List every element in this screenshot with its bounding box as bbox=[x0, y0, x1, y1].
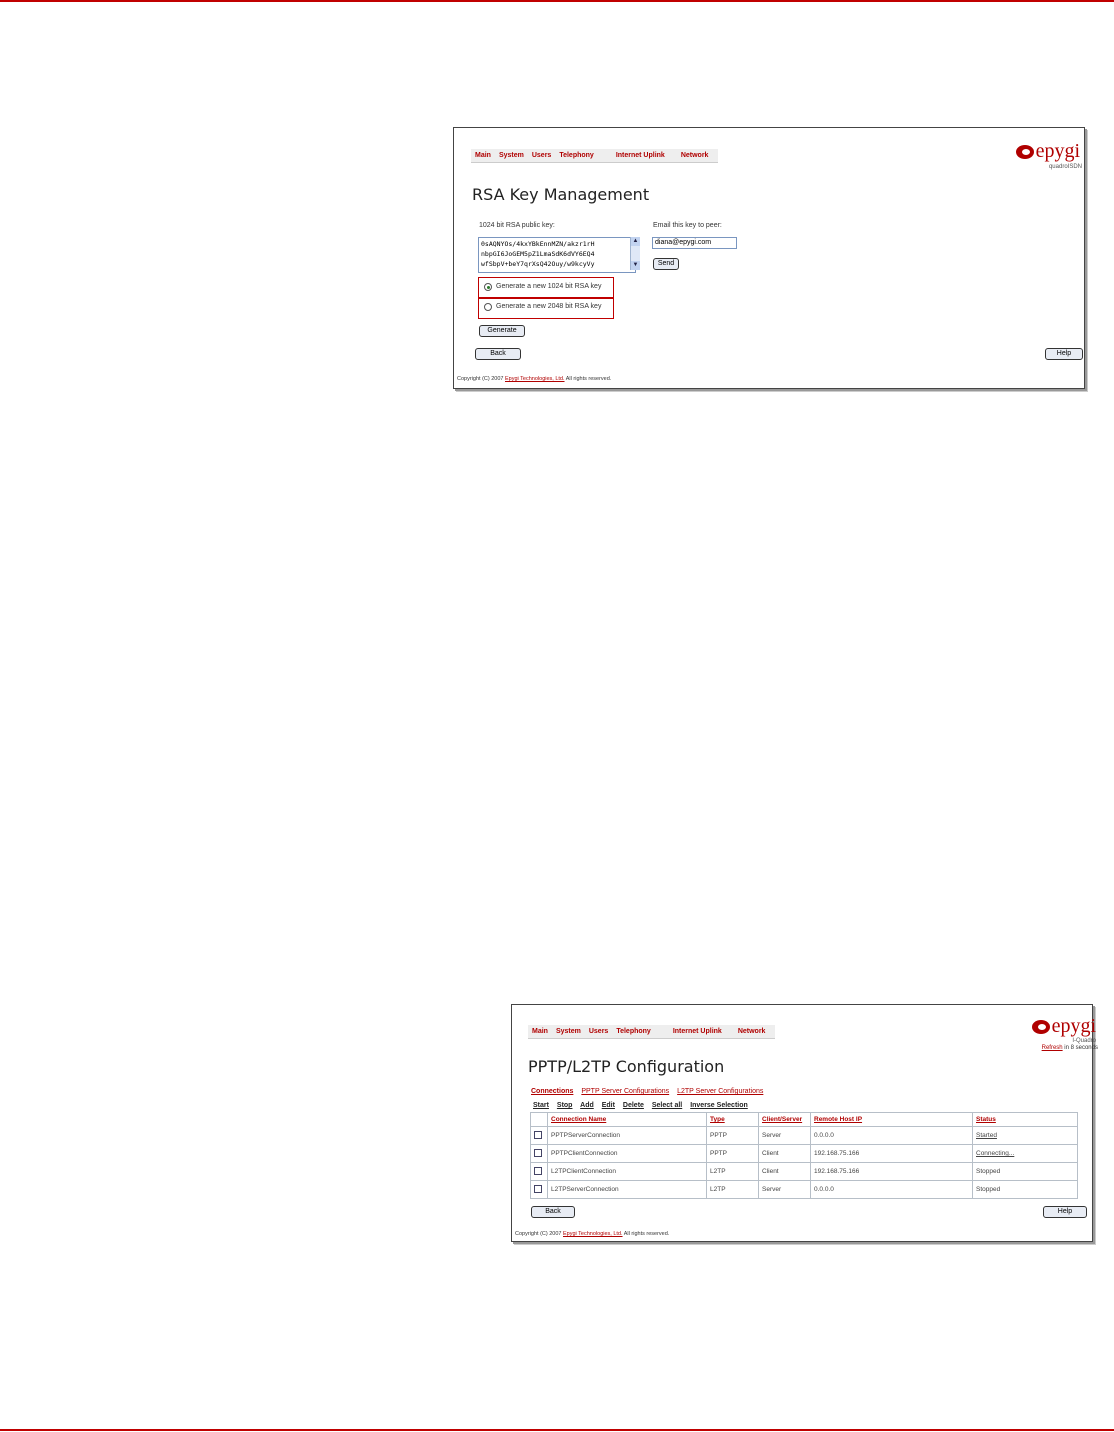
radio-2048-label[interactable]: Generate a new 2048 bit RSA key bbox=[496, 303, 602, 310]
scroll-down-icon[interactable]: ▼ bbox=[632, 262, 639, 268]
type-cell: L2TP bbox=[707, 1181, 759, 1199]
key-scrollbar[interactable] bbox=[630, 237, 640, 270]
page-title: PPTP/L2TP Configuration bbox=[528, 1057, 725, 1076]
back-button[interactable]: Back bbox=[531, 1206, 575, 1218]
back-button[interactable]: Back bbox=[475, 348, 521, 360]
client-server-cell: Client bbox=[759, 1163, 811, 1181]
scroll-up-icon[interactable]: ▲ bbox=[632, 238, 639, 244]
add-action[interactable]: Add bbox=[580, 1102, 594, 1109]
epygi-logo: epygi bbox=[1032, 1015, 1096, 1038]
status-cell: Stopped bbox=[973, 1181, 1078, 1199]
pptp-l2tp-configuration-screenshot bbox=[511, 1004, 1098, 1242]
edit-action[interactable]: Edit bbox=[601, 1102, 615, 1109]
connections-table bbox=[530, 1112, 1078, 1199]
table-actions bbox=[533, 1102, 754, 1109]
tab-pptp-server-configurations[interactable]: PPTP Server Configurations bbox=[581, 1088, 670, 1095]
bottom-rule bbox=[0, 1429, 1114, 1431]
row-checkbox[interactable] bbox=[534, 1149, 542, 1157]
client-server-cell: Server bbox=[759, 1181, 811, 1199]
key-line: nbpGI6JoGEM5pZ1LmaSdK6dVY6EQ4 bbox=[481, 250, 595, 258]
nav-item-telephony[interactable]: Telephony bbox=[616, 1028, 651, 1035]
product-name: I-Quadro bbox=[1072, 1038, 1096, 1044]
client-server-cell: Server bbox=[759, 1127, 811, 1145]
remote-host-ip-cell: 0.0.0.0 bbox=[811, 1127, 973, 1145]
generate-button[interactable]: Generate bbox=[479, 325, 525, 337]
nav-item-internet-uplink[interactable]: Internet Uplink bbox=[672, 1028, 722, 1035]
connection-name-cell: L2TPClientConnection bbox=[548, 1163, 707, 1181]
refresh-notice: Refresh in 8 seconds bbox=[1041, 1045, 1098, 1051]
select-column-header bbox=[531, 1113, 548, 1127]
nav-item-telephony[interactable]: Telephony bbox=[559, 152, 594, 159]
epygi-logo: epygi bbox=[1016, 140, 1080, 163]
epygi-link[interactable]: Epygi Technologies, Ltd. bbox=[505, 376, 565, 382]
row-select-cell bbox=[531, 1127, 548, 1145]
nav-item-system[interactable]: System bbox=[555, 1028, 581, 1035]
connection-name-cell: PPTPClientConnection bbox=[548, 1145, 707, 1163]
help-button[interactable]: Help bbox=[1043, 1206, 1087, 1218]
start-action[interactable]: Start bbox=[533, 1102, 549, 1109]
stop-action[interactable]: Stop bbox=[556, 1102, 573, 1109]
column-header-type[interactable]: Type bbox=[707, 1113, 759, 1127]
tab-l2tp-server-configurations[interactable]: L2TP Server Configurations bbox=[677, 1088, 764, 1095]
type-cell: PPTP bbox=[707, 1127, 759, 1145]
config-tabs bbox=[531, 1088, 769, 1095]
status-cell: Stopped bbox=[973, 1163, 1078, 1181]
public-key-label: 1024 bit RSA public key: bbox=[479, 222, 555, 229]
table-row[interactable] bbox=[531, 1181, 1078, 1199]
delete-action[interactable]: Delete bbox=[622, 1102, 644, 1109]
row-checkbox[interactable] bbox=[534, 1167, 542, 1175]
public-key-textarea[interactable] bbox=[478, 237, 636, 273]
radio-1024[interactable] bbox=[484, 283, 492, 291]
email-key-label: Email this key to peer: bbox=[653, 222, 722, 229]
epygi-logo-mark bbox=[1016, 145, 1034, 159]
row-select-cell bbox=[531, 1145, 548, 1163]
key-line: wfSbpV+beY7qrXsQ42Ouy/w9kcyVy bbox=[481, 260, 595, 268]
column-header-connection-name[interactable]: Connection Name bbox=[548, 1113, 707, 1127]
nav-item-main[interactable]: Main bbox=[532, 1028, 548, 1035]
radio-1024-label[interactable]: Generate a new 1024 bit RSA key bbox=[496, 283, 602, 290]
epygi-logo-mark bbox=[1032, 1020, 1050, 1034]
column-header-remote-host-ip[interactable]: Remote Host IP bbox=[811, 1113, 973, 1127]
product-name: quadroISDN bbox=[1048, 164, 1082, 170]
table-row[interactable] bbox=[531, 1163, 1078, 1181]
nav-item-main[interactable]: Main bbox=[475, 152, 491, 159]
help-button[interactable]: Help bbox=[1045, 348, 1083, 360]
tab-connections[interactable]: Connections bbox=[531, 1088, 574, 1095]
row-checkbox[interactable] bbox=[534, 1185, 542, 1193]
column-header-client-server[interactable]: Client/Server bbox=[759, 1113, 811, 1127]
nav-item-network[interactable]: Network bbox=[680, 152, 709, 159]
main-nav-bar bbox=[471, 149, 718, 163]
status-link[interactable]: Connecting... bbox=[973, 1145, 1078, 1163]
refresh-link[interactable]: Refresh bbox=[1041, 1045, 1063, 1051]
remote-host-ip-cell: 192.168.75.166 bbox=[811, 1145, 973, 1163]
nav-item-users[interactable]: Users bbox=[588, 1028, 609, 1035]
top-rule bbox=[0, 0, 1114, 2]
connection-name-cell: L2TPServerConnection bbox=[548, 1181, 707, 1199]
select-all-action[interactable]: Select all bbox=[651, 1102, 683, 1109]
main-nav-bar bbox=[528, 1025, 775, 1039]
inverse-selection-action[interactable]: Inverse Selection bbox=[690, 1102, 748, 1109]
copyright-notice: Copyright (C) 2007 Epygi Technologies, Ltd. All rights reserved. bbox=[457, 376, 612, 382]
rsa-key-management-screenshot bbox=[453, 127, 1085, 389]
radio-2048[interactable] bbox=[484, 303, 492, 311]
nav-item-network[interactable]: Network bbox=[737, 1028, 766, 1035]
table-row[interactable] bbox=[531, 1145, 1078, 1163]
email-field[interactable]: diana@epygi.com bbox=[652, 237, 737, 249]
nav-item-internet-uplink[interactable]: Internet Uplink bbox=[615, 152, 665, 159]
send-button[interactable]: Send bbox=[653, 258, 679, 270]
epygi-link[interactable]: Epygi Technologies, Ltd. bbox=[563, 1231, 623, 1237]
nav-item-users[interactable]: Users bbox=[531, 152, 552, 159]
remote-host-ip-cell: 192.168.75.166 bbox=[811, 1163, 973, 1181]
table-header-row bbox=[531, 1113, 1078, 1127]
remote-host-ip-cell: 0.0.0.0 bbox=[811, 1181, 973, 1199]
column-header-status[interactable]: Status bbox=[973, 1113, 1078, 1127]
nav-item-system[interactable]: System bbox=[498, 152, 524, 159]
type-cell: PPTP bbox=[707, 1145, 759, 1163]
connection-name-cell: PPTPServerConnection bbox=[548, 1127, 707, 1145]
client-server-cell: Client bbox=[759, 1145, 811, 1163]
copyright-notice: Copyright (C) 2007 Epygi Technologies, Ltd. All rights reserved. bbox=[515, 1231, 670, 1237]
row-select-cell bbox=[531, 1163, 548, 1181]
key-line: 0sAQNYOs/4kxYBkEnnMZN/akzr1rH bbox=[481, 240, 595, 248]
row-checkbox[interactable] bbox=[534, 1131, 542, 1139]
type-cell: L2TP bbox=[707, 1163, 759, 1181]
page-title: RSA Key Management bbox=[472, 185, 650, 204]
status-link[interactable]: Started bbox=[973, 1127, 1078, 1145]
table-row[interactable] bbox=[531, 1127, 1078, 1145]
row-select-cell bbox=[531, 1181, 548, 1199]
